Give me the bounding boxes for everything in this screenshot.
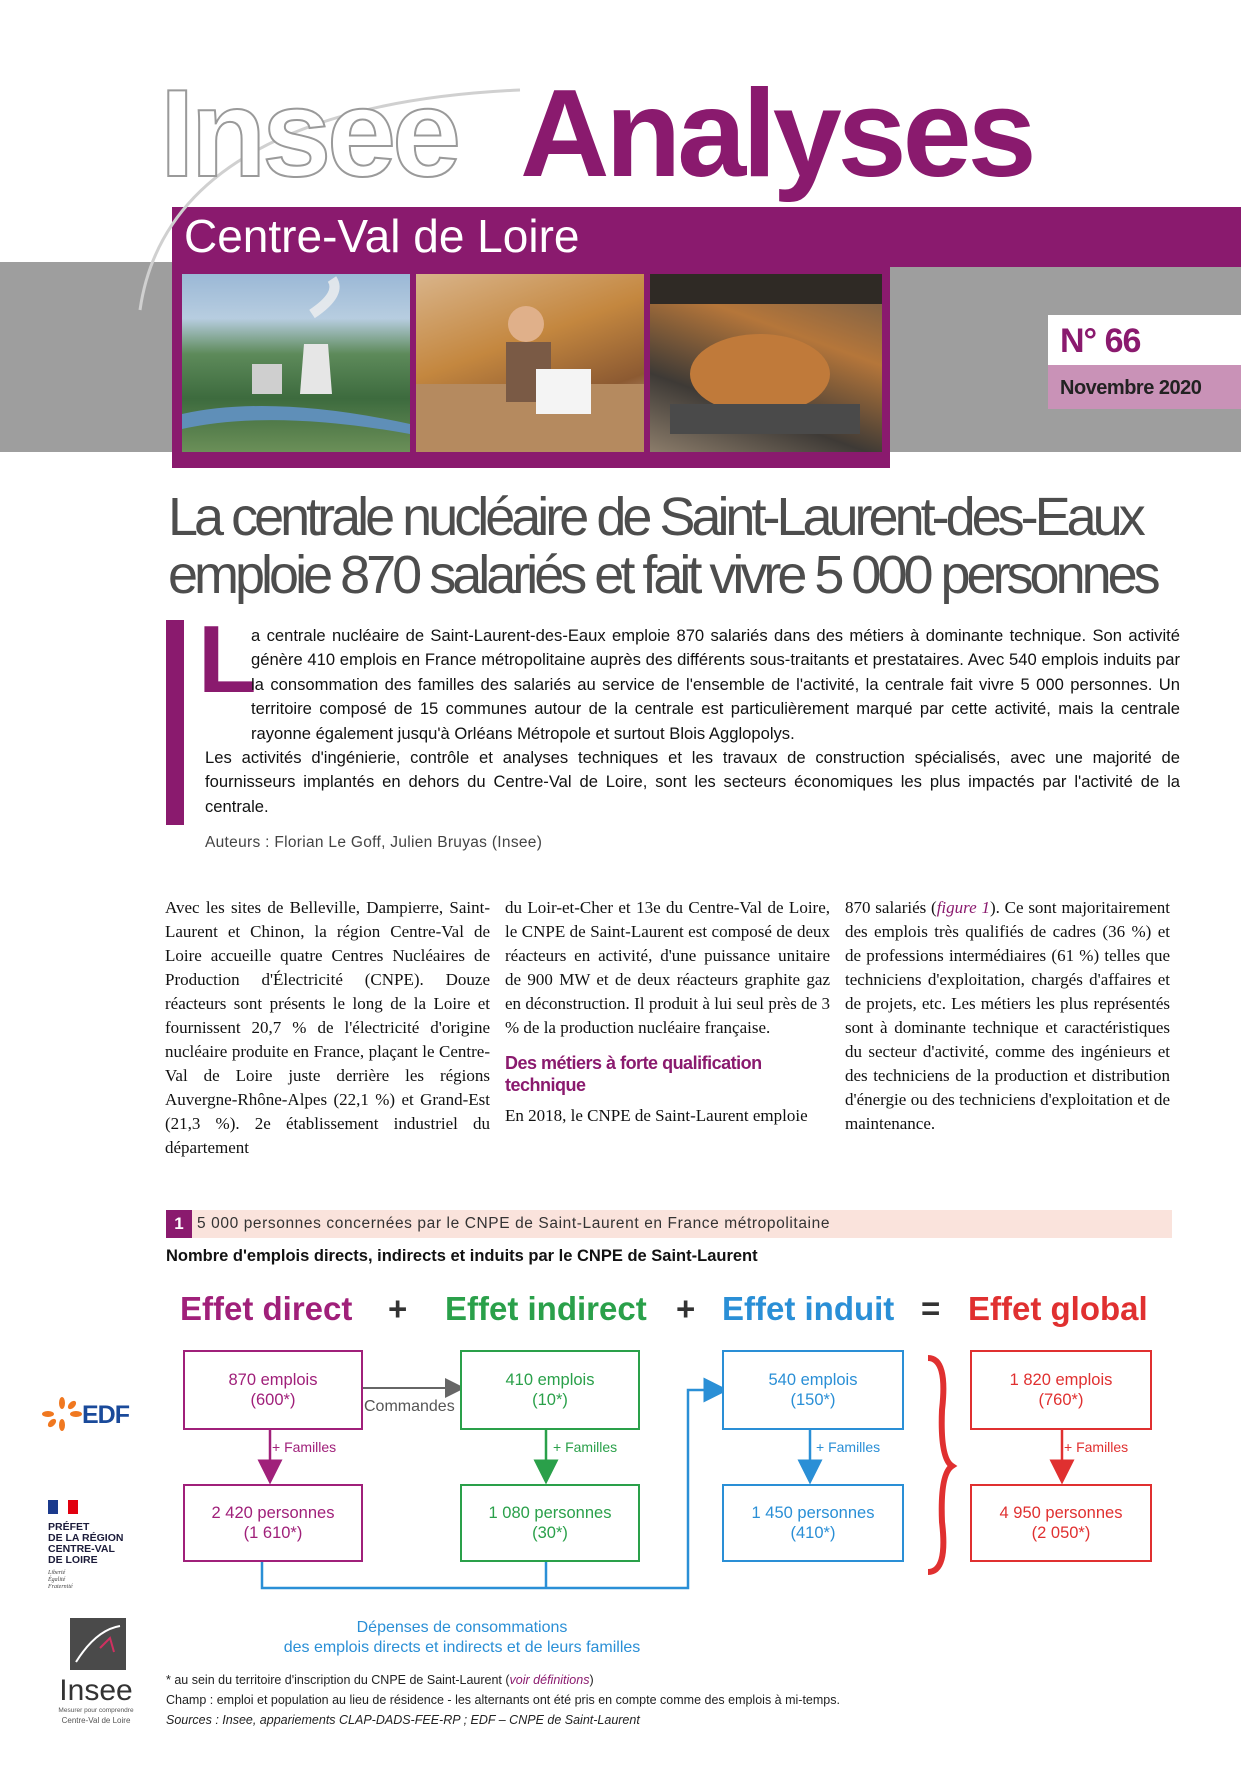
label-familles-induit: + Familles [816,1439,881,1455]
devise-text [48,1570,158,1591]
box-induit-emplois-local: (150*) [790,1391,836,1409]
devise-line-1: Liberté [48,1570,66,1576]
box-indirect-emplois-value: 410 emplois [505,1371,595,1389]
header-effet-global: Effet global [968,1290,1148,1327]
box-induit-personnes [722,1484,904,1562]
box-global-personnes-local: (2 050*) [1031,1524,1091,1542]
edf-logo [42,1397,142,1431]
issue-number: N° 66 [1060,322,1141,360]
footnote-1-text: * au sein du territoire d'inscription du CNPE de Saint-Laurent ( [166,1673,510,1687]
box-global-emplois [970,1350,1152,1430]
col3-text-b: ). Ce sont majoritairement des emplois très qualifiés de cadres (36 %) et de professions intermédiaires (61 %) telles que techniciens d'exploitation, chargés d'affaires et de projets, etc. Les métiers les plus représentés sont à dominante technique et caractéristiques du secteur d'activité, comme des ingénieurs et des techniciens de la production et distribution d'énergie ou des techniciens d'exploitation et de maintenance. [845,898,1171,1133]
label-familles-indirect: + Familles [553,1439,618,1455]
prefet-logo [48,1500,158,1591]
brace-bracket [928,1358,952,1572]
figure-title: 5 000 personnes concernées par le CNPE de Saint-Laurent en France métropolitaine [197,1215,831,1232]
box-induit-personnes-local: (410*) [790,1524,836,1542]
voir-definitions-link[interactable]: voir définitions [509,1673,590,1687]
label-commandes: Commandes [364,1398,455,1415]
body-column-2-text-b: En 2018, le CNPE de Saint-Laurent emploie [505,1106,808,1125]
box-global-emplois-value: 1 820 emplois [1009,1371,1113,1389]
main-title-line1: La centrale nucléaire de Saint-Laurent-des-Eaux [168,487,1142,547]
plus-sign-2: + [676,1290,696,1327]
devise-line-2: Égalité [48,1577,66,1583]
box-direct-emplois-value: 870 emplois [228,1371,318,1389]
main-title-line2: emploie 870 salariés et fait vivre 5 000 personnes [168,545,1157,605]
label-depenses-line2: des emplois directs et indirects et de leurs familles [283,1639,641,1656]
brand-insee: Insee [160,65,458,203]
prefet-line-1: PRÉFET [48,1521,90,1533]
prefet-line-2: DE LA RÉGION [48,1532,124,1544]
insee-logo-text: Insee [59,1674,133,1707]
authors: Auteurs : Florian Le Goff, Julien Bruyas (Insee) [205,834,543,851]
figure-subtitle: Nombre d'emplois directs, indirects et induits par le CNPE de Saint-Laurent [166,1247,758,1265]
box-induit-personnes-value: 1 450 personnes [751,1504,875,1522]
region-title: Centre-Val de Loire [184,210,580,262]
insee-logo-region: Centre-Val de Loire [61,1716,131,1725]
box-indirect-personnes-value: 1 080 personnes [488,1504,612,1522]
box-direct-personnes [183,1484,363,1562]
label-depenses-line1: Dépenses de consommations [356,1619,568,1636]
box-induit-emplois [722,1350,904,1430]
box-direct-emplois-local: (600*) [250,1391,296,1409]
figure-1-link[interactable]: figure 1 [936,898,990,917]
box-induit-emplois-value: 540 emplois [768,1371,858,1389]
plus-sign-1: + [388,1290,408,1327]
box-direct-emplois [183,1350,363,1430]
prefet-line-3: CENTRE-VAL [48,1543,115,1555]
section-heading: Des métiers à forte qualification technique [505,1053,762,1095]
footnote-1-end: ) [589,1673,594,1687]
footnote-sources: Sources : Insee, appariements CLAP-DADS-FEE-RP ; EDF – CNPE de Saint-Laurent [166,1713,640,1727]
box-indirect-personnes [460,1484,640,1562]
insee-logo-icon [70,1618,126,1670]
box-indirect-emplois [460,1350,640,1430]
header-effet-direct: Effet direct [180,1290,353,1327]
box-indirect-emplois-local: (10*) [532,1391,568,1409]
label-familles-direct: + Familles [272,1439,337,1455]
edf-logo-text: EDF [82,1401,129,1429]
box-global-personnes [970,1484,1152,1562]
label-familles-global: + Familles [1064,1439,1129,1455]
prefet-line-4: DE LOIRE [48,1554,98,1566]
body-column-1: Avec les sites de Belleville, Dampierre, Saint-Laurent et Chinon, la région Centre-Val de Loire accueille quatre Centres Nucléaires de Production d'Électricité (CNPE). Douze réacteurs sont présents le long de la Loire et fournissent 20,7 % de l'électricité d'origine nucléaire produite en France, plaçant le Centre-Val de Loire juste derrière les régions Auvergne-Rhône-Alpes (22,1 %) et Grand-Est (21,3 %). 2e établissement industriel du département [165,898,490,1157]
abstract-paragraph-2: Les activités d'ingénierie, contrôle et analyses techniques et les travaux de construction spécialisés, avec une majorité de fournisseurs implantés en dehors du Centre-Val de Loire, sont les secteurs économiques les plus impactés par l'activité de la centrale. [205,748,1180,816]
box-global-emplois-local: (760*) [1038,1391,1084,1409]
body-column-2-text: du Loir-et-Cher et 13e du Centre-Val de Loire, le CNPE de Saint-Laurent est composé de deux réacteurs en activité, d'une puissance unitaire de 900 MW et de deux réacteurs graphite gaz en déconstruction. Il produit à lui seul près de 3 % de la production nucléaire française. [505,898,830,1037]
box-indirect-personnes-local: (30*) [532,1524,568,1542]
box-direct-personnes-local: (1 610*) [243,1524,303,1542]
footnote-definitions [166,1673,594,1687]
brand-analyses: Analyses [520,65,1033,203]
box-direct-personnes-value: 2 420 personnes [211,1504,335,1522]
abstract-paragraph-1: a centrale nucléaire de Saint-Laurent-des-Eaux emploie 870 salariés dans des métiers à dominante technique. Son activité génère 410 emplois en France métropolitaine auprès des différents sous-traitants et prestataires. Avec 540 emplois induits par la consommation des familles des salariés au service de l'ensemble de l'activité, la centrale fait vivre 5 000 personnes. Un territoire composé de 15 communes autour de la centrale est particulièrement marqué par cette activité, mais la centrale rayonne également jusqu'à Orléans Métropole et surtout Blois Agglopolys. [251,626,1180,743]
footnote-champ: Champ : emploi et population au lieu de résidence - les alternants ont été pris en compte comme des emplois à mi-temps. [166,1693,840,1707]
prefet-text [48,1522,158,1566]
col3-text-a: 870 salariés ( [845,898,937,917]
label-depenses [262,1618,662,1658]
insee-logo [46,1618,146,1726]
devise-line-3: Fraternité [48,1584,73,1590]
abstract-dropcap: L [198,606,257,713]
header-effet-indirect: Effet indirect [445,1290,647,1327]
insee-tagline: Mesurer pour comprendre [58,1707,134,1714]
issue-date: Novembre 2020 [1060,377,1202,399]
equals-sign: = [921,1290,941,1327]
box-global-personnes-value: 4 950 personnes [999,1504,1123,1522]
marianne-flag-icon [48,1500,78,1514]
header-effet-induit: Effet induit [722,1290,895,1327]
edf-sun-icon [42,1397,82,1431]
figure-number: 1 [166,1210,192,1238]
